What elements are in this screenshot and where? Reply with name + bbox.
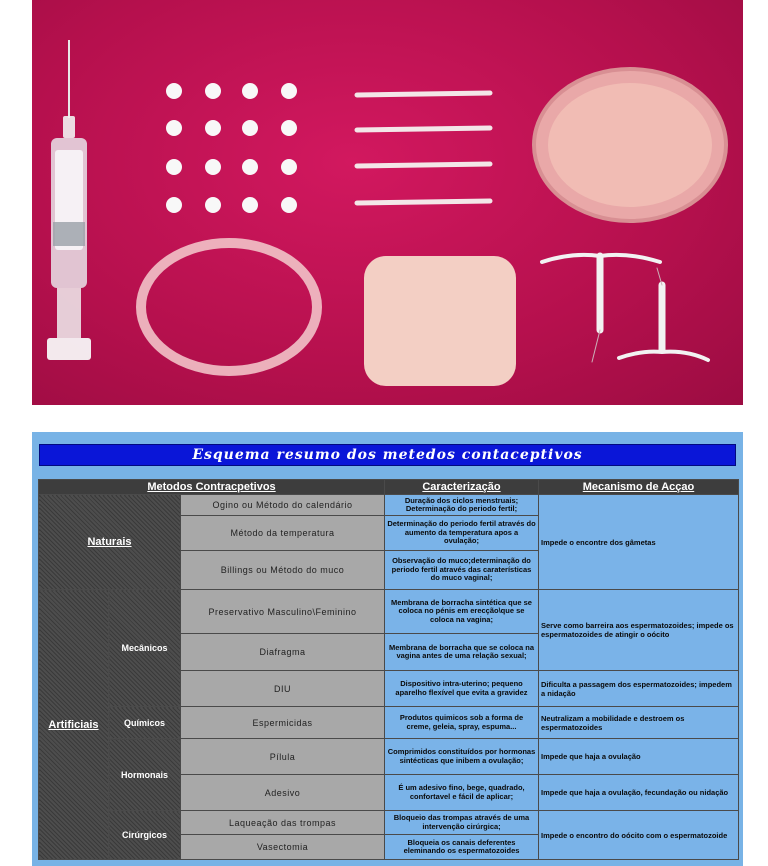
syringe-icon: [47, 40, 91, 360]
characterization-cell: Determinação do periodo fertil através do aumento da temperatura apos a ovulação;: [385, 516, 539, 551]
method-cell: Billings ou Método do muco: [181, 551, 385, 590]
method-cell: Pílula: [181, 739, 385, 775]
subcategory-mechanical: Mecânicos: [109, 590, 181, 707]
mechanism-cell: Impede que haja a ovulação: [539, 739, 739, 775]
mechanism-cell: Neutralizam a mobilidade e destroem os espermatozoides: [539, 707, 739, 739]
category-artificial: Artificiais: [39, 590, 109, 860]
mechanism-cell: Impede o encontro do oócito com o espermatozoide: [539, 811, 739, 860]
diaphragm-icon: [534, 69, 726, 221]
mechanism-cell: Serve como barreira aos espermatozoides; impede os espermatozoides de atingir o oócito: [539, 590, 739, 671]
characterization-cell: Bloqueia os canais deferentes eleminando os espermatozoides: [385, 835, 539, 860]
implant-rods-icon: [357, 93, 490, 203]
contraceptives-illustration: [32, 0, 743, 405]
characterization-cell: É um adesivo fino, bege, quadrado, confortavel e fácil de aplicar;: [385, 775, 539, 811]
method-cell: Preservativo Masculino\Feminino: [181, 590, 385, 634]
mechanism-cell: Impede o encontre dos gâmetas: [539, 495, 739, 590]
characterization-cell: Membrana de borracha sintética que se coloca no pénis em erecção\que se coloca na vagina;: [385, 590, 539, 634]
characterization-cell: Observação do muco;determinação do periodo fertil através das caraterísticas do muco vaginal;: [385, 551, 539, 590]
method-cell: Diafragma: [181, 634, 385, 671]
header-characterization: Caracterização: [385, 480, 539, 495]
schema-title: Esquema resumo dos metedos contaceptivos: [39, 444, 736, 466]
method-cell: Espermicidas: [181, 707, 385, 739]
characterization-cell: Dispositivo intra-uterino; pequeno aparelho flexível que evita a gravidez: [385, 671, 539, 707]
method-cell: DIU: [181, 671, 385, 707]
characterization-cell: Produtos quimicos sob a forma de creme, geleia, spray, espuma...: [385, 707, 539, 739]
category-natural: Naturais: [39, 495, 181, 590]
header-methods: Metodos Contracpetivos: [39, 480, 385, 495]
patch-icon: [364, 256, 516, 386]
pills-icon: [166, 83, 297, 213]
contraceptive-methods-table: [38, 479, 739, 860]
characterization-cell: Membrana de borracha que se coloca na vagina antes de uma relação sexual;: [385, 634, 539, 671]
mechanism-cell: Dificulta a passagem dos espermatozoides; impedem a nidação: [539, 671, 739, 707]
characterization-cell: Bloqueio das trompas através de uma intervenção cirúrgica;: [385, 811, 539, 835]
header-mechanism: Mecanismo de Acçao: [539, 480, 739, 495]
subcategory-chemical: Químicos: [109, 707, 181, 739]
subcategory-surgical: Cirúrgicos: [109, 811, 181, 860]
vaginal-ring-icon: [141, 243, 317, 371]
mechanism-cell: Impede que haja a ovulação, fecundação ou nidação: [539, 775, 739, 811]
method-cell: Adesivo: [181, 775, 385, 811]
characterization-cell: Duração dos ciclos menstruais; Determinação do periodo fertil;: [385, 495, 539, 516]
method-cell: Vasectomia: [181, 835, 385, 860]
characterization-cell: Comprimidos constituídos por hormonas sintécticas que inibem a ovulação;: [385, 739, 539, 775]
method-cell: Laqueação das trompas: [181, 811, 385, 835]
contraceptive-schema-panel: [32, 432, 743, 866]
iud-icon: [542, 255, 708, 362]
contraceptives-photo: [32, 0, 743, 405]
subcategory-hormonal: Hormonais: [109, 739, 181, 811]
method-cell: Método da temperatura: [181, 516, 385, 551]
method-cell: Ogino ou Método do calendário: [181, 495, 385, 516]
